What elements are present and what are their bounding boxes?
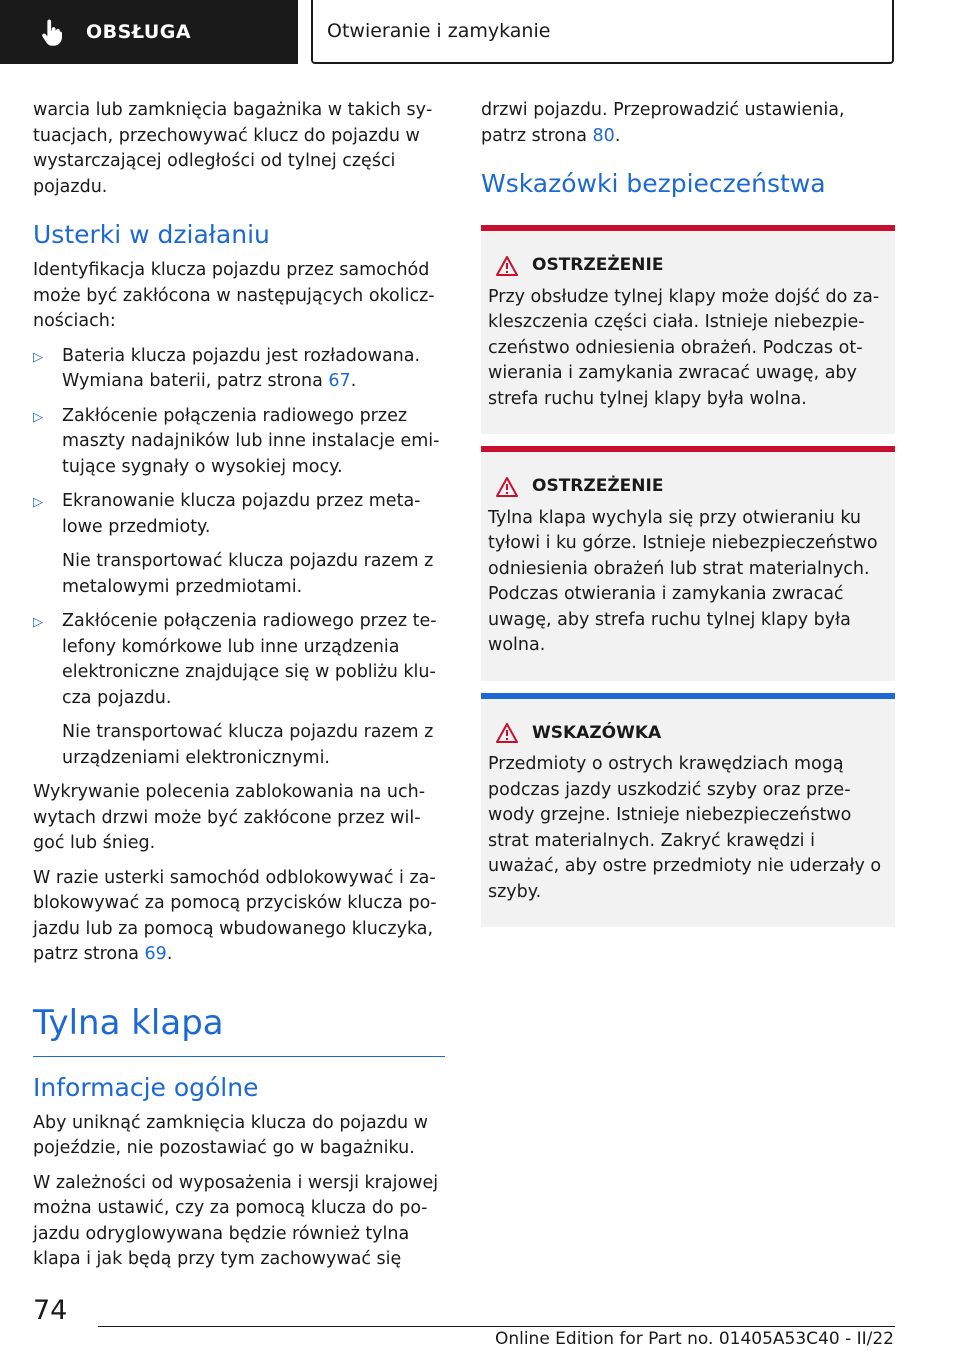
hand-pointer-icon xyxy=(38,17,68,47)
triangle-bullet-icon: ▷ xyxy=(33,495,43,510)
list-item-note: Nie transportować klucza pojazdu razem z urządzeniami elektronicznymi. xyxy=(62,722,434,768)
footer-divider xyxy=(98,1326,895,1327)
paragraph: W zależności od wyposażenia i wersji krajowej można ustawić, czy za pomocą klucza do pojazdu odryglowywana będzie również tylna klapa i jak będą przy tym zachowywać się xyxy=(33,1172,439,1269)
triangle-bullet-icon: ▷ xyxy=(33,409,43,425)
paragraph: W razie usterki samochód odblokowywać i zablokowywać za pomocą przycisków klucza pojazdu lub za pomocą wbudowanego kluczyka, patrz strona 69. xyxy=(33,867,437,964)
paragraph: drzwi pojazdu. Przeprowadzić ustawienia, patrz strona 80. xyxy=(481,100,845,146)
list-item-text: Bateria klucza pojazdu jest rozładowana. Wymiana baterii, patrz strona xyxy=(62,345,421,391)
warning-text: Tylna klapa wychyla się przy otwieraniu ku tyłowi i ku górze. Istnieje niebezpieczeństwo odniesienia obrażeń lub strat materialnych. Podczas otwierania i zamykania zwracać uwagę, aby strefa ruchu tylnej klapy była wolna. xyxy=(488,507,878,655)
notice-title: WSKAZÓWKA xyxy=(532,722,662,743)
list-item xyxy=(33,489,445,540)
heading-usterki: Usterki w działaniu xyxy=(33,220,270,249)
heading-tylna-klapa: Tylna klapa xyxy=(33,1002,445,1057)
triangle-bullet-icon: ▷ xyxy=(33,349,43,365)
paragraph-text: drzwi pojazdu. Przeprowadzić ustawienia, patrz strona xyxy=(481,100,845,146)
paragraph-text: W razie usterki samochód odblokowywać i zablokowywać za pomocą przycisków klucza pojazdu lub za pomocą wbudowanego kluczyka, patrz strona xyxy=(33,867,437,964)
list-item-text: Ekranowanie klucza pojazdu przez metalowe przedmioty. xyxy=(62,491,421,537)
list-item xyxy=(33,404,445,481)
list-item-note: Nie transportować klucza pojazdu razem z metalowymi przedmiotami. xyxy=(62,551,434,597)
paragraph: Wykrywanie polecenia zablokowania na uchwytach drzwi może być zakłócone przez wilgoć lub śnieg. xyxy=(33,782,426,853)
warning-box xyxy=(481,225,895,434)
paragraph: warcia lub zamknięcia bagażnika w takich sytuacjach, przechowywać klucz do pojazdu w wystarczającej odległości od tylnej części pojazdu. xyxy=(33,100,433,197)
section-title: OBSŁUGA xyxy=(86,21,192,43)
page-link[interactable]: 67 xyxy=(328,371,351,391)
triangle-bullet-icon: ▷ xyxy=(33,615,43,630)
page-link[interactable]: 80 xyxy=(592,125,615,146)
notice-text: Przedmioty o ostrych krawędziach mogą podczas jazdy uszkodzić szyby oraz przewody grzejne. Istnieje niebezpieczeństwo strat materialnych. Zakryć krawędzi i uważać, aby ostre przedmioty nie uderzały o szyby. xyxy=(488,754,882,902)
page-link[interactable]: 69 xyxy=(144,944,167,964)
list-item: ▷ Bateria klucza pojazdu jest rozładowana. Wymiana baterii, patrz strona 67. xyxy=(33,344,445,395)
header-section-tab xyxy=(0,0,298,64)
edition-info: Online Edition for Part no. 01405A53C40 - II/22 xyxy=(494,1329,894,1349)
paragraph: Aby uniknąć zamknięcia klucza do pojazdu w pojeździe, nie pozostawiać go w bagażniku. xyxy=(33,1112,428,1158)
heading-wskazowki: Wskazówki bezpieczeństwa xyxy=(481,169,826,198)
notice-box xyxy=(481,693,895,928)
page-number: 74 xyxy=(33,1295,68,1326)
warning-triangle-icon xyxy=(496,723,518,743)
left-column xyxy=(33,98,445,1282)
heading-informacje: Informacje ogólne xyxy=(33,1072,259,1102)
list-item xyxy=(33,609,445,711)
warning-text: Przy obsłudze tylnej klapy może dojść do zakleszczenia części ciała. Istnieje niebezpieczeństwo odniesienia obrażeń. Podczas otwierania i zamykania zwracać uwagę, aby strefa ruchu tylnej klapy była wolna. xyxy=(488,286,880,409)
right-column xyxy=(481,98,895,939)
warning-title: OSTRZEŻENIE xyxy=(532,476,664,496)
warning-triangle-icon xyxy=(496,256,518,276)
paragraph: Identyfikacja klucza pojazdu przez samochód może być zakłócona w następujących okolicznościach: xyxy=(33,260,435,331)
warning-box xyxy=(481,446,895,681)
chapter-title: Otwieranie i zamykanie xyxy=(327,20,551,42)
header-chapter-tab xyxy=(311,0,894,64)
list-item-text: Zakłócenie połączenia radiowego przez telefony komórkowe lub inne urządzenia elektroniczne znajdujące się w pobliżu klucza pojazdu. xyxy=(62,611,437,708)
list-item-text: Zakłócenie połączenia radiowego przez maszty nadajników lub inne instalacje emitujące sygnały o wysokiej mocy. xyxy=(62,405,440,477)
warning-triangle-icon xyxy=(496,477,518,497)
warning-title: OSTRZEŻENIE xyxy=(532,255,664,275)
